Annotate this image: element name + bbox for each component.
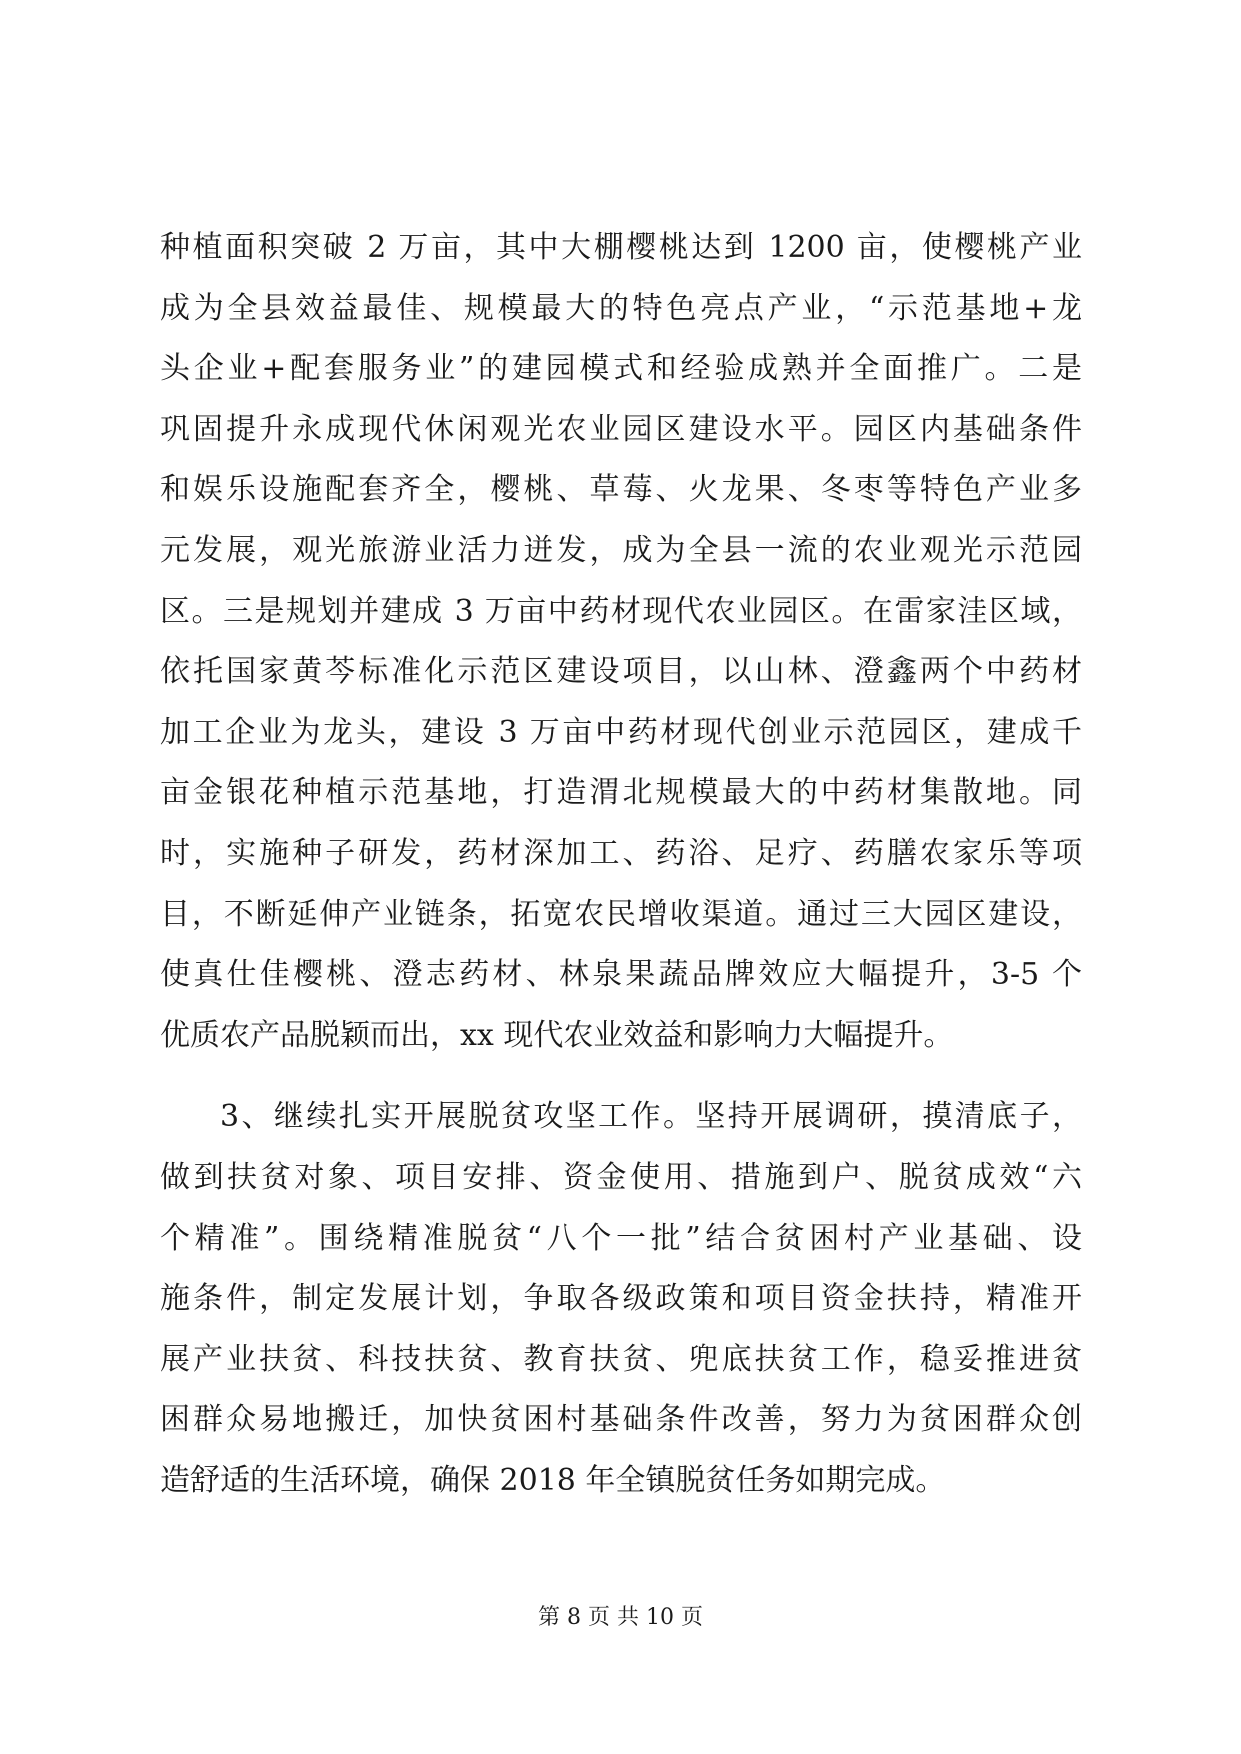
text-line: 元发展，观光旅游业活力迸发，成为全县一流的农业观光示范园 <box>160 532 1082 568</box>
body-text <box>160 218 1082 1511</box>
text-line: 依托国家黄芩标准化示范区建设项目，以山林、澄鑫两个中药材 <box>160 654 1082 690</box>
text-line: 个精准”。围绕精准脱贫“八个一批”结合贫困村产业基础、设 <box>160 1220 1082 1256</box>
text-line: 施条件，制定发展计划，争取各级政策和项目资金扶持，精准开 <box>160 1281 1082 1317</box>
text-line: 和娱乐设施配套齐全，樱桃、草莓、火龙果、冬枣等特色产业多 <box>160 472 1082 508</box>
text-line: 做到扶贫对象、项目安排、资金使用、措施到户、脱贫成效“六 <box>160 1159 1082 1195</box>
text-line: 头企业+配套服务业”的建园模式和经验成熟并全面推广。二是 <box>160 351 1082 387</box>
page-number-footer: 第 8 页 共 10 页 <box>538 1605 703 1630</box>
text-line: 种植面积突破 2 万亩，其中大棚樱桃达到 1200 亩，使樱桃产业 <box>160 230 1082 265</box>
paragraph-2 <box>160 1087 1082 1511</box>
text-line: 优质农产品脱颖而出，xx 现代农业效益和影响力大幅提升。 <box>160 1017 954 1053</box>
text-line: 加工企业为龙头，建设 3 万亩中药材现代创业示范园区，建成千 <box>160 714 1082 750</box>
text-line: 造舒适的生活环境，确保 2018 年全镇脱贫任务如期完成。 <box>160 1462 946 1498</box>
text-line: 使真仕佳樱桃、澄志药材、林泉果蔬品牌效应大幅提升，3-5 个 <box>160 957 1082 993</box>
text-line: 3、继续扎实开展脱贫攻坚工作。坚持开展调研，摸清底子， <box>220 1099 1082 1135</box>
text-line: 亩金银花种植示范基地，打造渭北规模最大的中药材集散地。同 <box>160 775 1082 811</box>
text-line: 目，不断延伸产业链条，拓宽农民增收渠道。通过三大园区建设， <box>160 896 1082 932</box>
text-line: 巩固提升永成现代休闲观光农业园区建设水平。园区内基础条件 <box>160 411 1082 447</box>
text-line: 区。三是规划并建成 3 万亩中药材现代农业园区。在雷家洼区域， <box>160 593 1082 629</box>
text-line: 展产业扶贫、科技扶贫、教育扶贫、兜底扶贫工作，稳妥推进贫 <box>160 1341 1082 1377</box>
text-line: 困群众易地搬迁，加快贫困村基础条件改善，努力为贫困群众创 <box>160 1402 1082 1438</box>
text-line: 成为全县效益最佳、规模最大的特色亮点产业，“示范基地+龙 <box>160 290 1082 326</box>
paragraph-1 <box>160 218 1082 1066</box>
text-line: 时，实施种子研发，药材深加工、药浴、足疗、药膳农家乐等项 <box>160 835 1082 871</box>
